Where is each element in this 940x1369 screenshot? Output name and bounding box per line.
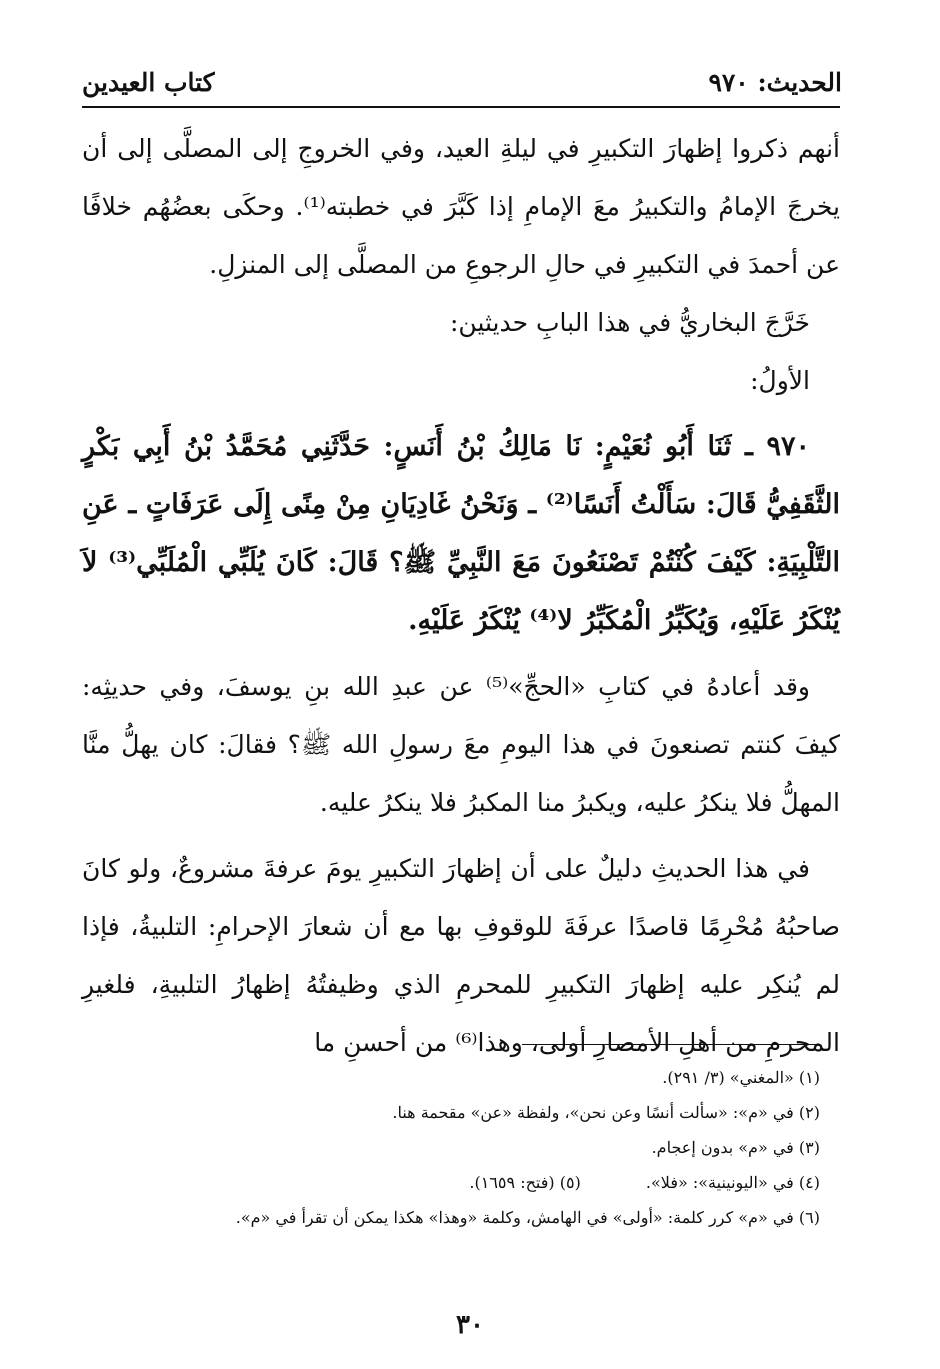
header-rule [82, 106, 840, 108]
hadith-number: ٩٧٠ ـ [745, 431, 811, 462]
page-number: ٣٠ [456, 1310, 484, 1340]
running-header [82, 68, 842, 102]
hadith-text [82, 418, 840, 650]
footnote-4: (٤) في «اليونينية»: «فلا». [645, 1173, 820, 1192]
footnote-5: (٥) (فتح: ١٦٥٩). [469, 1173, 581, 1192]
hadith-body: ثَنَا أَبُو نُعَيْمٍ: نَا مَالِكُ بْنُ أَنَسٍ: حَدَّثَنِي مُحَمَّدُ بْنُ أَبِي بَكْرٍ الثَّقَفِيُّ قَالَ: سَأَلْتُ أَنَسًا⁽²⁾ ـ وَنَحْنُ غَادِيَانِ مِنْ مِنًى إِلَى عَرَفَاتٍ ـ عَنِ التَّلْبِيَةِ: كَيْفَ كُنْتُمْ تَصْنَعُونَ مَعَ النَّبِيِّ ﷺ؟ قَالَ: كَانَ يُلَبِّي الْمُلَبِّي⁽³⁾ لاَ يُنْكَرُ عَلَيْهِ، وَيُكَبِّرُ الْمُكَبِّرُ لا⁽⁴⁾ يُنْكَرُ عَلَيْهِ. [82, 431, 840, 636]
footnote-1: (١) «المغني» (٣/ ٢٩١). [662, 1068, 820, 1087]
footnote-3: (٣) في «م» بدون إعجام. [651, 1138, 820, 1157]
footnote-6: (٦) في «م» كرر كلمة: «أولى» في الهامش، وكلمة «وهذا» هكذا يمكن أن تقرأ في «م». [235, 1208, 820, 1227]
paragraph-commentary: في هذا الحديثِ دليلٌ على أن إظهارَ التكبيرِ يومَ عرفةَ مشروعٌ، ولو كانَ صاحبُهُ مُحْرِمًا قاصدًا عرفَةَ للوقوفِ بها مع أن شعارَ الإحرامِ: التلبيةُ، فإذا لم يُنكِر عليه إظهارَ التكبيرِ للمحرمِ الذي وظيفتُهُ إظهارُ التلبيةِ، فلغيرِ المحرمِ من أهلِ الأمصارِ أولى، وهذا⁽⁶⁾ من أحسنِ ما [82, 854, 840, 1057]
paragraph-first-label: الأولُ: [750, 366, 810, 395]
footnote-4-5 [100, 1165, 820, 1200]
paragraph-repetition: وقد أعادهُ في كتابِ «الحجِّ»⁽⁵⁾ عن عبدِ الله بنِ يوسفَ، وفي حديثِه: كيفَ كنتم تصنعونَ في هذا اليومِ معَ رسولِ الله ﷺ؟ فقالَ: كان يهلُّ منَّا المهلُّ فلا ينكرُ عليه، ويكبرُ منا المكبرُ فلا ينكرُ عليه. [82, 672, 840, 817]
footnotes [100, 1060, 820, 1235]
footnote-2: (٢) في «م»: «سألت أنسًا وعن نحن»، ولفظة «عن» مقحمة هنا. [392, 1103, 820, 1122]
header-hadith-number: الحديث: ٩٧٠ [708, 68, 842, 97]
paragraph-intro: أنهم ذكروا إظهارَ التكبيرِ في ليلةِ العيد، وفي الخروجِ إلى المصلَّى إلى أن يخرجَ الإمامُ والتكبيرُ معَ الإمامِ إذا كَبَّرَ في خطبته⁽¹⁾. وحكَى بعضُهُم خلافًا عن أحمدَ في التكبيرِ في حالِ الرجوعِ من المصلَّى إلى المنزلِ. [82, 134, 840, 279]
footnote-rule [522, 1044, 816, 1045]
paragraph-section-intro: خَرَّجَ البخاريُّ في هذا البابِ حديثين: [450, 308, 810, 337]
main-text [82, 120, 840, 1072]
header-book-title: كتاب العيدين [82, 68, 215, 97]
